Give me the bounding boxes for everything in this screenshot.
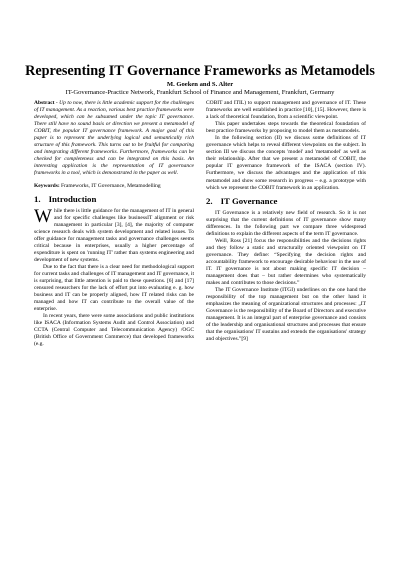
governance-paragraph-1: IT Governance is a relatively new field of research. So it is not surprising that the current definitions of IT governance show many differences. In the following part we compare three widespread definitions to explain the different aspects of the term IT governance. (206, 209, 366, 237)
section-number: 2. (206, 195, 213, 206)
keywords-text: Frameworks, IT Governance, Metamodelling (59, 182, 161, 189)
section-heading-introduction (34, 194, 194, 205)
intro-paragraph-2: Due to the fact that there is a clear need for methodological support for current tasks and challenges of IT management and IT governance, it is surprising, that little attention is paid to these questions. [6] and [17] censured researchers for the lack of effort put into evaluating e. g. how business and IT can be properly aligned, how IT related risks can be managed and how IT can contribute to the overall value of the enterprise. (34, 263, 194, 313)
paper-authors: M. Goeken and S. Alter (166, 81, 234, 88)
right-column (206, 100, 366, 344)
drop-cap: W (34, 205, 52, 227)
section-number: 1. (34, 193, 41, 204)
keywords (34, 183, 194, 190)
left-column (34, 100, 194, 349)
abstract (34, 100, 194, 178)
paper-title: Representing IT Governance Frameworks as Metamodels (25, 63, 375, 79)
intro-paragraph-1: While there is little guidance for the management of IT in general and for specific challenges like businessIT alignment or risk management in particular [3], [4], the majority of computer science research deals with system development and related issues. To offer guidance for management tasks and governance challenges seems critical because in enterprises, usually a higher percentage of expenditure is spent on 'running IT' rather than systems engineering and development of new systems. (34, 205, 194, 263)
governance-paragraph-2: Weill, Ross [21] focus the responsibilities and the decisions rights and they follow a static and structurally oriented viewpoint on IT governance. They define: “Specifying the decision rights and accountability framework to encourage desirable behaviour in the use of IT. IT governance is not about making specific IT decision – management does that – but rather determines who systematically makes and contributes to those decisions.” (206, 237, 366, 287)
intro-paragraph-3: In recent years, there were some associations and public institutions like ISACA (Information Systems Audit and Control Association) and CCTA (Central Computer and Telecommunication Agency) /OGC (British Office of Government Commerce) that developed frameworks (e.g. (34, 313, 194, 348)
section-title: IT Governance (220, 195, 278, 206)
paper-affiliation: IT-Governance-Practice Network, Frankfurt School of Finance and Management, Frankfurt, Germany (65, 89, 335, 96)
governance-paragraph-3: The IT Governance Institute (ITGI) underlines on the one hand the responsibility of the top management but on the other hand it emphasizes the meaning of organizational structures and processes: „IT Governance is the responsibility of the Board of Directors and executive management. It is an integral part of enterprise governance and consists of the leadership and organisational structures and processes that ensure that the organisations' IT sustains and extends the organisations' strategy and objectives.”[9] (206, 287, 366, 343)
abstract-text: - Up to now, there is little academic support for the challenges of IT management. As a reaction, various best practice frameworks were developed, which can be subsumed under the topic IT governance. There still have no sound basis or direction we present a metamodel of COBIT, the popular IT governance framework. A major goal of this paper is to represent the underlying logical and semantically rich structure of this framework. This turns out to be fruitful for comparing and integrating different frameworks. Furthermore, frameworks can be checked for completeness and can be integrated on this basis. An interesting application is the representation of IT governance frameworks in a tool, which is demonstrated in the paper as well. (34, 100, 194, 177)
keywords-label: Keywords: (34, 182, 60, 189)
section-title: Introduction (48, 193, 97, 204)
right-paragraph-1: COBIT and ITIL) to support management and governance of IT. These frameworks are well established in practice [10], [15]. However, there is a lack of theoretical foundation, from a scientific viewpoint. (206, 100, 366, 121)
right-paragraph-3: In the following section (II) we discuss some definitions of IT governance which helps to reveal different viewpoints on the subject. In section III we discuss the concepts 'model' and 'metamodel' as well as their relationship. After that we present a metamodel of COBIT, the popular IT governance framework of the ISACA (section IV). Furthermore, we discuss the advantages and the application of this metamodel and show some research in progress – e.g. a prototype with which we represent the COBIT framework in an application. (206, 135, 366, 191)
abstract-label: Abstract (34, 100, 55, 106)
section-heading-it-governance (206, 196, 366, 207)
right-paragraph-2: This paper undertakes steps towards the theoretical foundation of best practice frameworks by proposing to model them as metamodels. (206, 121, 366, 135)
